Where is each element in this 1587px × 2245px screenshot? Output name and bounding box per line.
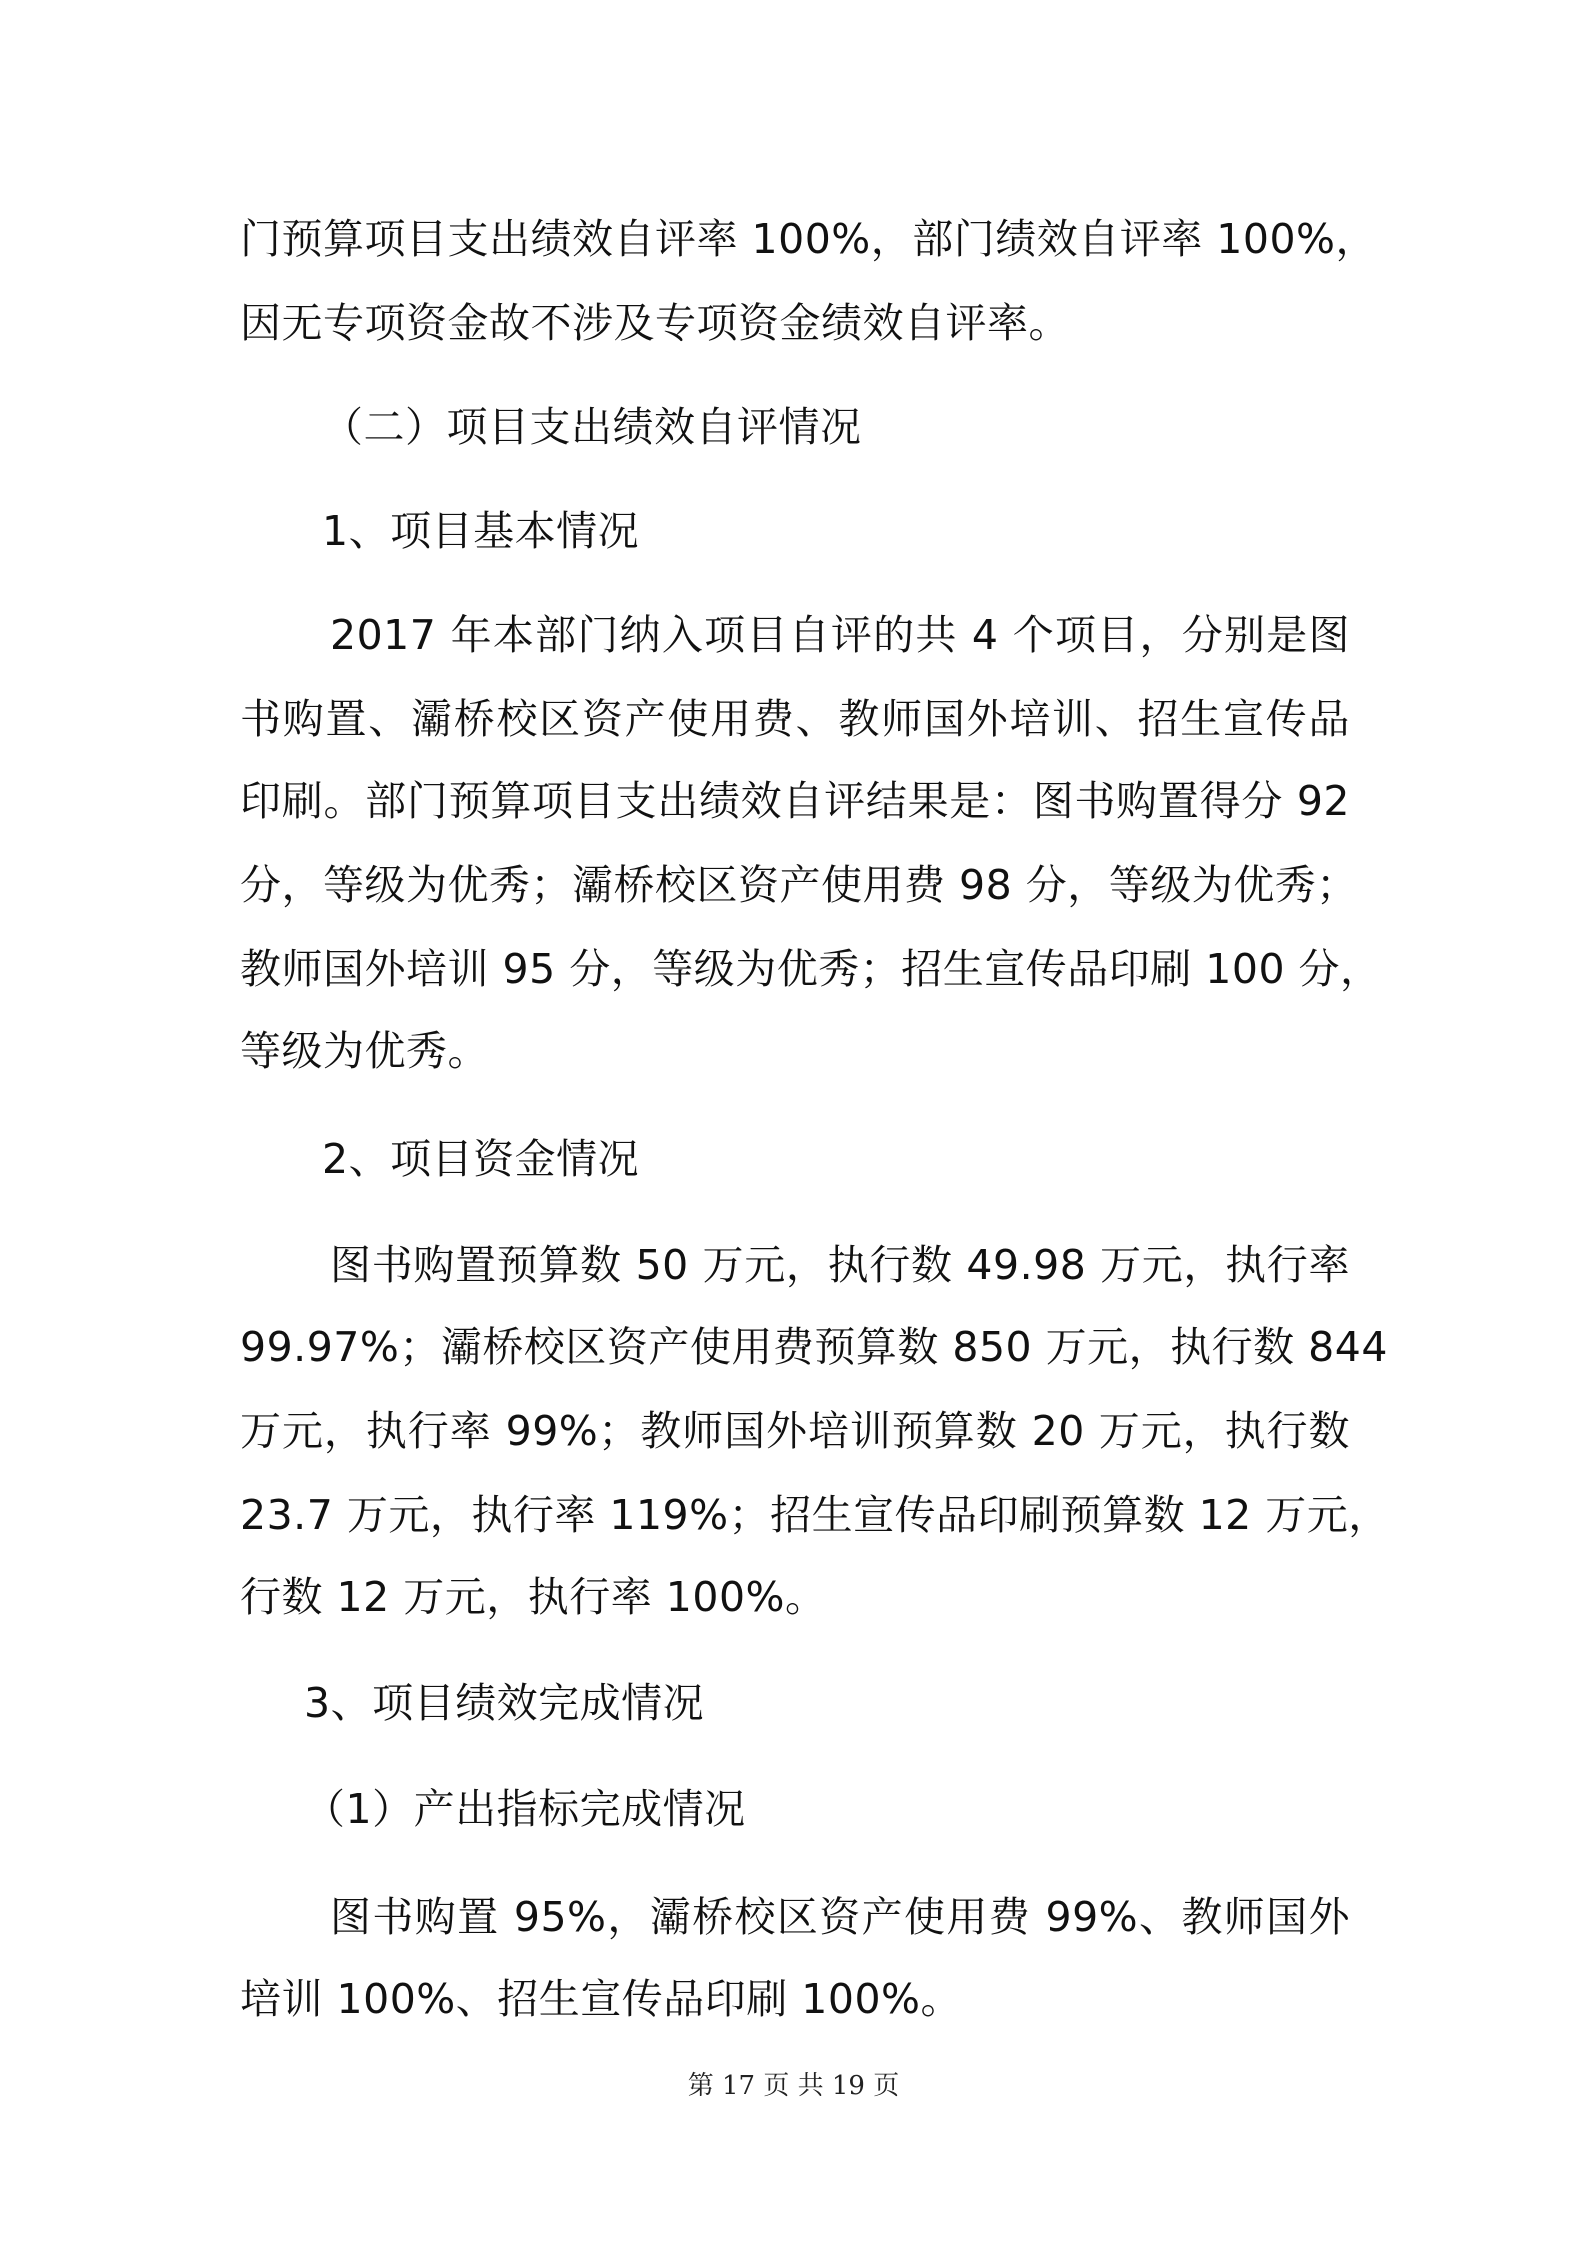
text-line-9: 教师国外培训 95 分，等级为优秀；招生宣传品印刷 100 分， [240, 945, 1382, 993]
text-line-2: 因无专项资金故不涉及专项资金绩效自评率。 [240, 299, 1070, 347]
text-line-5: 2017 年本部门纳入项目自评的共 4 个项目，分别是图 [330, 611, 1350, 659]
text-line-6: 书购置、灞桥校区资产使用费、教师国外培训、招生宣传品 [240, 695, 1350, 743]
page-footer: 第 17 页 共 19 页 [687, 2071, 900, 2101]
text-line-7: 印刷。部门预算项目支出绩效自评结果是：图书购置得分 92 [240, 777, 1350, 825]
text-line-20: 培训 100%、招生宣传品印刷 100%。 [240, 1975, 962, 2023]
text-line-8: 分，等级为优秀；灞桥校区资产使用费 98 分，等级为优秀； [240, 861, 1358, 909]
subheading-2: 2、项目资金情况 [322, 1135, 640, 1183]
subheading-1: 1、项目基本情况 [322, 507, 640, 555]
text-line-13: 99.97%；灞桥校区资产使用费预算数 850 万元，执行数 844 [240, 1323, 1388, 1371]
text-line-1: 门预算项目支出绩效自评率 100%，部门绩效自评率 100%， [240, 215, 1377, 263]
section-heading-2: （二）项目支出绩效自评情况 [322, 403, 862, 451]
text-line-15: 23.7 万元，执行率 119%；招生宣传品印刷预算数 12 万元， [240, 1491, 1390, 1539]
subheading-3-1: （1）产出指标完成情况 [304, 1785, 746, 1833]
subheading-3: 3、项目绩效完成情况 [304, 1679, 705, 1727]
text-line-10: 等级为优秀。 [240, 1027, 489, 1075]
text-line-19: 图书购置 95%，灞桥校区资产使用费 99%、教师国外 [330, 1893, 1350, 1941]
text-line-16: 行数 12 万元，执行率 100%。 [240, 1573, 827, 1621]
text-line-12: 图书购置预算数 50 万元，执行数 49.98 万元，执行率 [330, 1241, 1350, 1289]
text-line-14: 万元，执行率 99%；教师国外培训预算数 20 万元，执行数 [240, 1407, 1350, 1455]
